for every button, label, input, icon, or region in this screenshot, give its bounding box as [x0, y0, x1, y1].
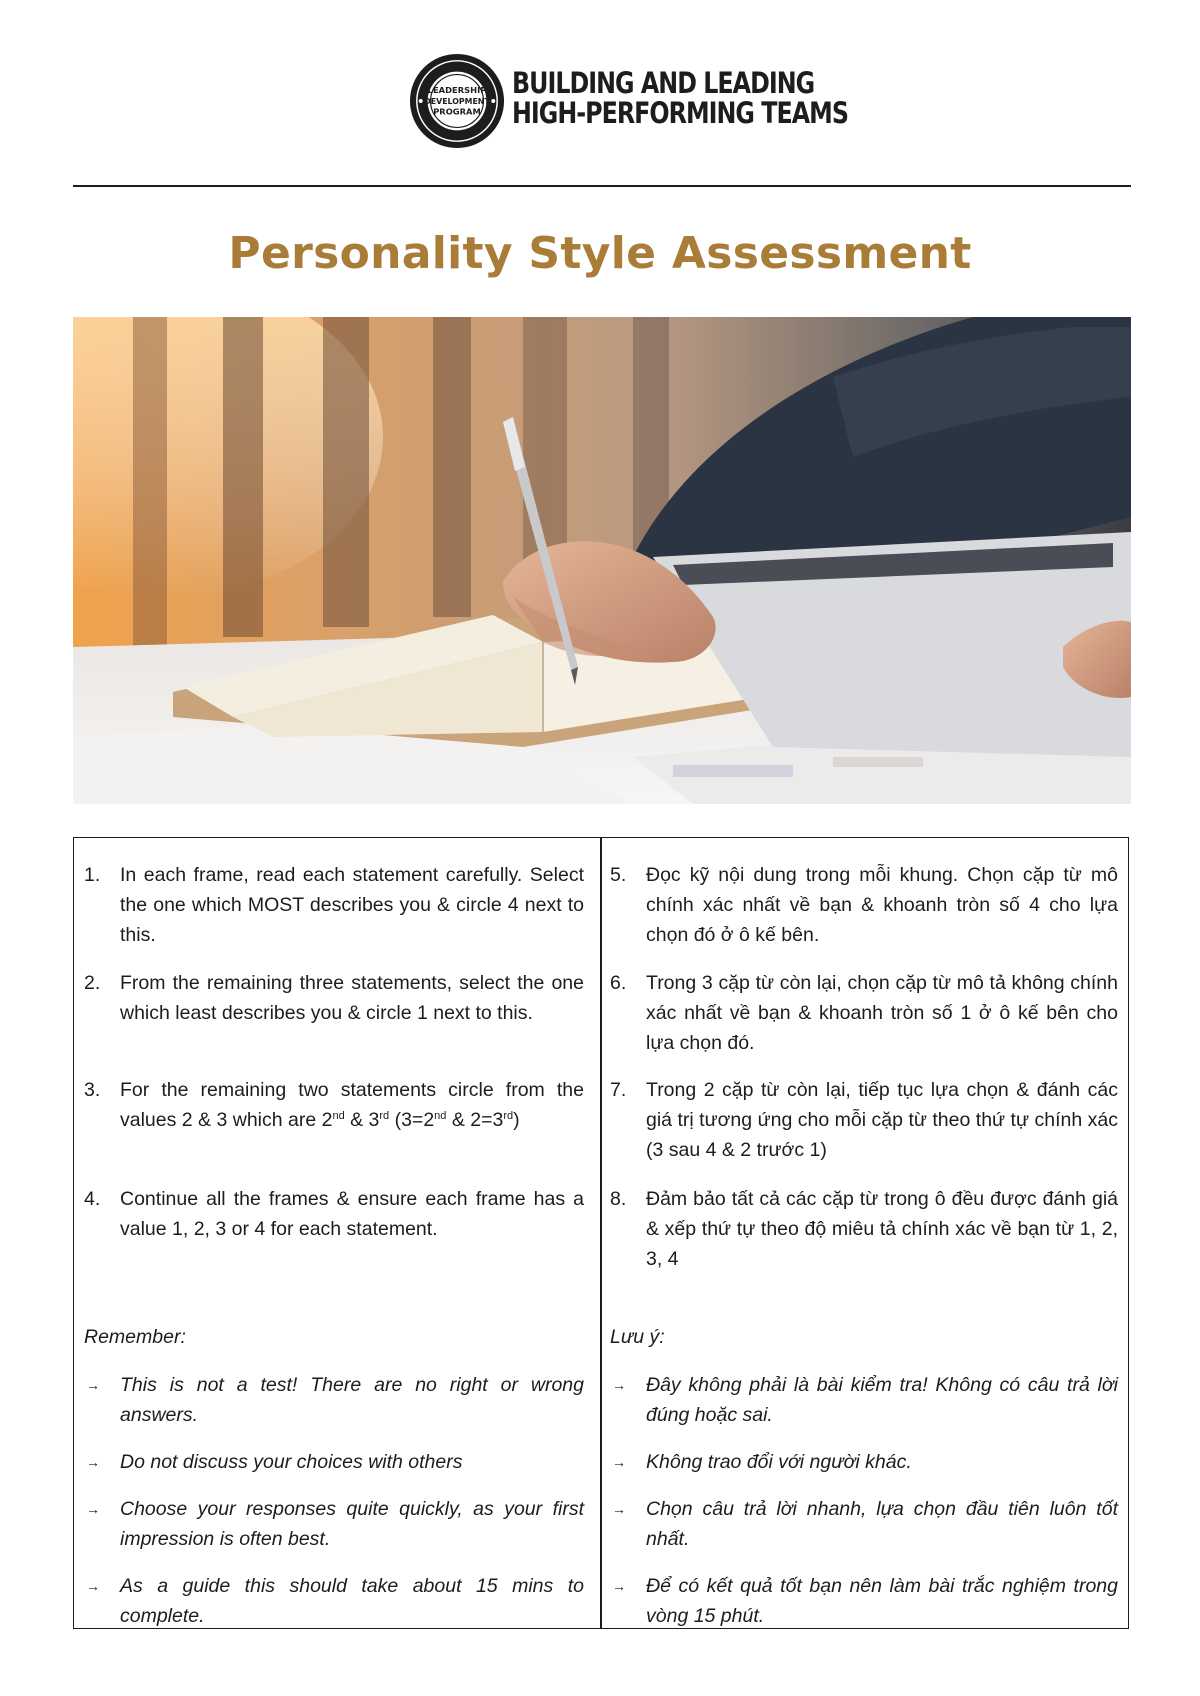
step-number: 7.	[610, 1079, 627, 1101]
tip-text: Để có kết quả tốt bạn nên làm bài trắc nghiệm trong vòng 15 phút.	[646, 1575, 1118, 1627]
arrow-bullet-icon: →	[612, 1454, 626, 1470]
step-number: 4.	[84, 1188, 101, 1210]
tip-item	[610, 1494, 1118, 1554]
step-text: Đọc kỹ nội dung trong mỗi khung. Chọn cặp từ mô chính xác nhất về bạn & khoanh tròn số 4 cho lựa chọn đó ở ô kế bên.	[646, 864, 1118, 946]
seal-line-1: LEADERSHIP	[427, 85, 487, 96]
tip-item	[610, 1447, 1118, 1477]
step-number: 2.	[84, 972, 101, 994]
arrow-bullet-icon: →	[86, 1377, 100, 1393]
tip-text: Choose your responses quite quickly, as your first impression is often best.	[120, 1498, 584, 1550]
tip-text: Đây không phải là bài kiểm tra! Không có câu trả lời đúng hoặc sai.	[646, 1374, 1118, 1426]
instruction-step-5	[610, 860, 1118, 950]
instruction-step-1	[84, 860, 584, 950]
seal-line-3: PROGRAM	[433, 106, 481, 117]
arrow-bullet-icon: →	[612, 1501, 626, 1517]
hero-photo-writing	[73, 317, 1131, 804]
remember-heading: Lưu ý:	[610, 1326, 665, 1348]
program-seal-logo	[408, 52, 506, 150]
tip-item	[84, 1447, 584, 1477]
step-text: Đảm bảo tất cả các cặp từ trong ô đều được đánh giá & xếp thứ tự theo độ miêu tả chính xác về bạn từ 1, 2, 3, 4	[646, 1188, 1118, 1270]
brand-line-2: HIGH-PERFORMING TEAMS	[512, 96, 849, 130]
instruction-step-6	[610, 968, 1118, 1058]
instructions-box	[73, 837, 1129, 1629]
tip-item	[84, 1370, 584, 1430]
tip-text: Không trao đổi với người khác.	[646, 1451, 912, 1473]
step-text: From the remaining three statements, select the one which least describes you & circle 1 next to this.	[120, 972, 584, 1024]
brand-wordmark	[512, 68, 922, 128]
step-text: Trong 3 cặp từ còn lại, chọn cặp từ mô tả không chính xác nhất về bạn & khoanh tròn số 1 ở ô kế bên cho lựa chọn đó.	[646, 972, 1118, 1054]
tip-item	[84, 1494, 584, 1554]
tip-text: This is not a test! There are no right or wrong answers.	[120, 1374, 584, 1426]
step-number: 3.	[84, 1079, 101, 1101]
arrow-bullet-icon: →	[86, 1454, 100, 1470]
seal-line-2: DEVELOPMENT	[424, 96, 490, 106]
arrow-bullet-icon: →	[612, 1578, 626, 1594]
tip-text: Do not discuss your choices with others	[120, 1451, 463, 1473]
step-text: Continue all the frames & ensure each frame has a value 1, 2, 3 or 4 for each statement.	[120, 1188, 584, 1240]
tip-item	[84, 1571, 584, 1631]
tip-item	[610, 1571, 1118, 1631]
step-text: For the remaining two statements circle from the values 2 & 3 which are 2nd & 3rd (3=2nd & 2=3rd)	[120, 1079, 584, 1131]
step-text: In each frame, read each statement carefully. Select the one which MOST describes you & circle 4 next to this.	[120, 864, 584, 946]
step-text: Trong 2 cặp từ còn lại, tiếp tục lựa chọn & đánh các giá trị tương ứng cho mỗi cặp từ theo thứ tự chính xác (3 sau 4 & 2 trước 1)	[646, 1079, 1118, 1161]
remember-heading: Remember:	[84, 1326, 186, 1348]
writing-hand-illustration	[73, 317, 1131, 804]
page-title: Personality Style Assessment	[228, 228, 972, 279]
tip-text: As a guide this should take about 15 mins to complete.	[120, 1575, 584, 1627]
header-rule	[73, 185, 1131, 187]
column-divider	[600, 838, 602, 1628]
step-number: 5.	[610, 864, 627, 886]
arrow-bullet-icon: →	[86, 1578, 100, 1594]
arrow-bullet-icon: →	[612, 1377, 626, 1393]
page-header	[0, 52, 1200, 152]
arrow-bullet-icon: →	[86, 1501, 100, 1517]
instruction-step-7	[610, 1075, 1118, 1165]
instruction-step-4	[84, 1184, 584, 1244]
tip-text: Chọn câu trả lời nhanh, lựa chọn đầu tiên luôn tốt nhất.	[646, 1498, 1118, 1550]
brand-line-1: BUILDING AND LEADING	[512, 66, 815, 100]
instruction-step-2	[84, 968, 584, 1028]
tip-item	[610, 1370, 1118, 1430]
instruction-step-3	[84, 1075, 584, 1135]
instruction-step-8	[610, 1184, 1118, 1274]
step-number: 6.	[610, 972, 627, 994]
step-number: 8.	[610, 1188, 627, 1210]
step-number: 1.	[84, 864, 101, 886]
